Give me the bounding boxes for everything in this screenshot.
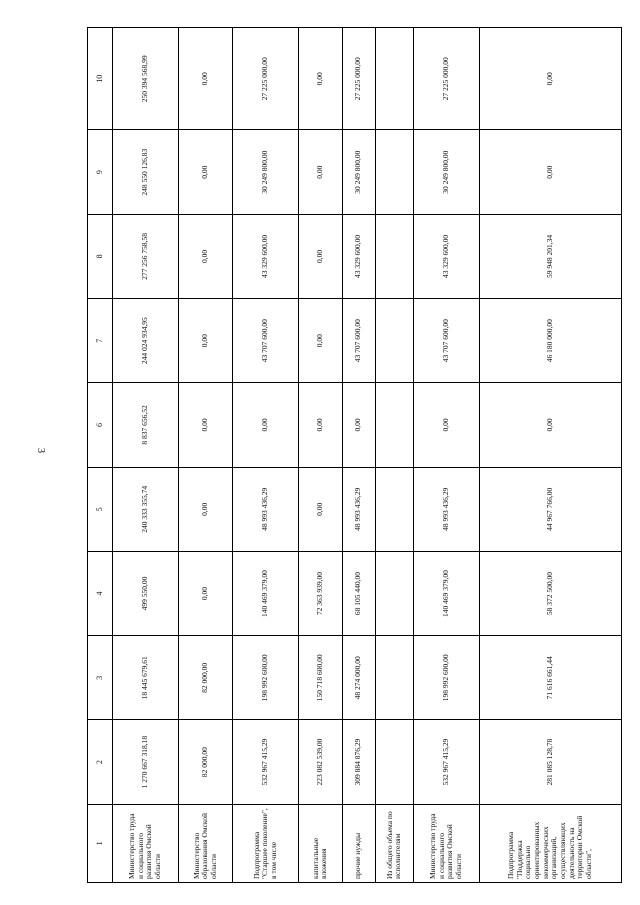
header-row: [88, 28, 113, 883]
table-cell: 0,00: [413, 383, 479, 467]
table-cell: 0,00: [178, 383, 233, 467]
header-cell: 6: [88, 383, 113, 467]
table-cell: [375, 299, 413, 383]
table-cell: 0,00: [299, 130, 343, 214]
table-row: [342, 28, 375, 883]
table-cell: 499 550,00: [113, 551, 179, 635]
table-cell: 30 249 800,00: [342, 130, 375, 214]
table-row: [479, 28, 621, 883]
row-label: Министерство труда и социального развития Омской области: [413, 804, 479, 882]
table-cell: 59 948 201,34: [479, 214, 621, 298]
table-cell: 30 249 800,00: [413, 130, 479, 214]
table-cell: 43 707 600,00: [233, 299, 299, 383]
table-cell: 240 333 355,74: [113, 467, 179, 551]
table-cell: 248 550 126,83: [113, 130, 179, 214]
table-cell: 48 993 436,29: [233, 467, 299, 551]
header-cell: 2: [88, 720, 113, 804]
table-cell: [375, 467, 413, 551]
rotated-table-container: [87, 27, 622, 883]
table-cell: 0,00: [342, 383, 375, 467]
table-row: [178, 28, 233, 883]
row-label: Министерство труда и социального развития Омской области: [113, 804, 179, 882]
table-cell: 43 707 600,00: [342, 299, 375, 383]
table-cell: 0,00: [299, 28, 343, 130]
table-cell: 198 992 600,00: [233, 636, 299, 720]
header-cell: 4: [88, 551, 113, 635]
header-cell: 7: [88, 299, 113, 383]
table-cell: 48 993 436,29: [342, 467, 375, 551]
table-cell: 82 000,00: [178, 636, 233, 720]
row-label: Из общего объема по исполнителям: [375, 804, 413, 882]
table-cell: 277 256 758,58: [113, 214, 179, 298]
table-cell: 244 024 934,95: [113, 299, 179, 383]
table-cell: 27 225 000,00: [233, 28, 299, 130]
table-cell: 223 082 539,00: [299, 720, 343, 804]
table-row: [113, 28, 179, 883]
table-row: [413, 28, 479, 883]
table-cell: 48 274 000,00: [342, 636, 375, 720]
table-cell: 0,00: [299, 299, 343, 383]
table-cell: 0,00: [299, 467, 343, 551]
header-cell: 8: [88, 214, 113, 298]
table-cell: 198 992 600,00: [413, 636, 479, 720]
table-cell: 48 993 436,29: [413, 467, 479, 551]
row-label: прочие нужды: [342, 804, 375, 882]
table-cell: [375, 383, 413, 467]
page-number: 3: [35, 448, 46, 453]
table-cell: 46 180 000,00: [479, 299, 621, 383]
table-cell: 0,00: [479, 130, 621, 214]
table-cell: 58 372 500,00: [479, 551, 621, 635]
table-cell: [375, 551, 413, 635]
table-cell: 309 884 876,29: [342, 720, 375, 804]
table-cell: 0,00: [178, 299, 233, 383]
row-label: Министерство образования Омской области: [178, 804, 233, 882]
table-cell: [375, 214, 413, 298]
table-cell: 281 085 128,78: [479, 720, 621, 804]
table-cell: 140 469 379,00: [233, 551, 299, 635]
table-row: [299, 28, 343, 883]
table-row: [375, 28, 413, 883]
table-cell: 82 000,00: [178, 720, 233, 804]
table-cell: 140 469 379,00: [413, 551, 479, 635]
table-cell: 0,00: [178, 130, 233, 214]
header-cell: 10: [88, 28, 113, 130]
table-cell: 0,00: [178, 551, 233, 635]
table-cell: 43 329 600,00: [413, 214, 479, 298]
table-cell: 532 967 415,29: [413, 720, 479, 804]
table-cell: 43 329 600,00: [233, 214, 299, 298]
table-cell: 0,00: [178, 467, 233, 551]
table-cell: 44 967 766,00: [479, 467, 621, 551]
budget-table: [87, 27, 622, 883]
table-cell: [375, 130, 413, 214]
table-cell: 30 249 800,00: [233, 130, 299, 214]
table-cell: 71 616 661,44: [479, 636, 621, 720]
table-cell: 532 967 415,29: [233, 720, 299, 804]
row-label: Подпрограмма "Старшее поколение", в том числе: [233, 804, 299, 882]
table-cell: 0,00: [299, 383, 343, 467]
table-cell: 0,00: [479, 28, 621, 130]
header-cell: 3: [88, 636, 113, 720]
table-cell: 8 837 656,52: [113, 383, 179, 467]
table-cell: 0,00: [299, 214, 343, 298]
row-label: Подпрограмма "Поддержка социально ориентированных некоммерческих организаций, осуществляющих деятельность на территории Омской области",: [479, 804, 621, 882]
table-cell: 18 445 679,61: [113, 636, 179, 720]
table-cell: [375, 720, 413, 804]
table-row: [233, 28, 299, 883]
header-cell: 5: [88, 467, 113, 551]
table-cell: 0,00: [479, 383, 621, 467]
table-cell: 43 329 600,00: [342, 214, 375, 298]
table-cell: 43 707 600,00: [413, 299, 479, 383]
row-label: капитальные вложения: [299, 804, 343, 882]
table-cell: 27 225 000,00: [413, 28, 479, 130]
table-cell: 72 363 939,00: [299, 551, 343, 635]
header-cell: 1: [88, 804, 113, 882]
table-cell: 150 718 600,00: [299, 636, 343, 720]
table-cell: 68 105 440,00: [342, 551, 375, 635]
table-cell: 250 394 568,99: [113, 28, 179, 130]
table-cell: 1 270 667 318,18: [113, 720, 179, 804]
table-cell: 0,00: [178, 28, 233, 130]
table-cell: [375, 28, 413, 130]
table-cell: [375, 636, 413, 720]
table-cell: 27 225 000,00: [342, 28, 375, 130]
header-cell: 9: [88, 130, 113, 214]
table-cell: 0,00: [233, 383, 299, 467]
table-cell: 0,00: [178, 214, 233, 298]
